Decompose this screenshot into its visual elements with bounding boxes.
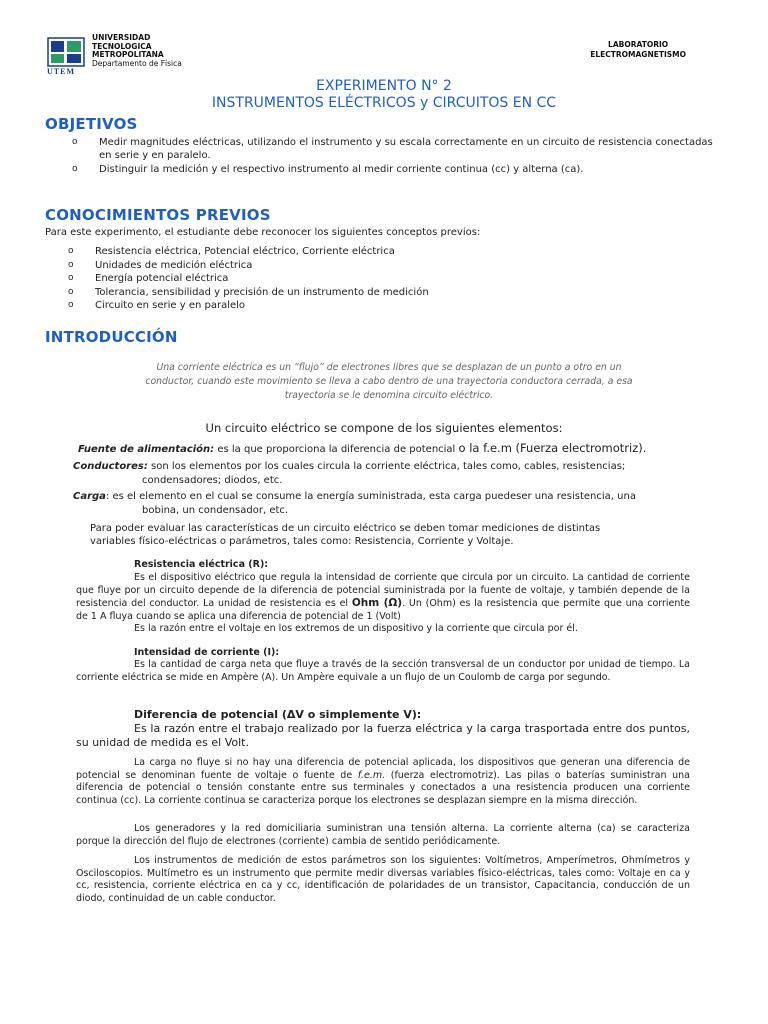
university-line: UNIVERSIDAD (92, 33, 151, 42)
intro-quote-line: Una corriente eléctrica es un “flujo” de electrones libres que se desplazan de un punto a otro en un (156, 362, 622, 373)
diferencia-paragraph-2 (76, 757, 690, 807)
conocimientos-intro: Para este experimento, el estudiante debe reconocer los siguientes conceptos previos: (45, 227, 481, 238)
list-item (68, 272, 668, 286)
lab-line: ELECTROMAGNETISMO (590, 49, 686, 59)
conductores-text: son los elementos por los cuales circula la corriente eléctrica, tales como, cables, resistencias; (147, 461, 626, 472)
list-item (68, 245, 668, 259)
intensidad-heading: Intensidad de corriente (I): (134, 647, 280, 658)
resistencia-paragraph (76, 572, 690, 623)
fem-term: f.e.m. (357, 769, 386, 781)
list-item (68, 299, 668, 313)
resistencia-heading: Resistencia eléctrica (R): (134, 559, 269, 570)
conductores-term: Conductores: (73, 461, 148, 472)
list-item-text: Resistencia eléctrica, Potencial eléctrico, Corriente eléctrica (95, 246, 395, 257)
department-name: Departamento de Física (92, 58, 182, 68)
experiment-title: INSTRUMENTOS ELÉCTRICOS y CIRCUITOS EN CC (211, 95, 557, 111)
list-item-text: Distinguir la medición y el respectivo instrumento al medir corriente continua (cc) y alterna (ca). (99, 164, 584, 175)
diferencia-heading: Diferencia de potencial (ΔV o simplemente V): (134, 708, 422, 721)
fuente-item (78, 442, 728, 456)
introduccion-heading: INTRODUCCIÓN (45, 328, 178, 346)
intro-quote-line: conductor, cuando este movimiento se lleva a cabo dentro de una trayectoria conductora cerrada, a esa (145, 376, 633, 387)
university-line: METROPOLITANA (92, 50, 164, 59)
conocimientos-heading: CONOCIMIENTOS PREVIOS (45, 206, 271, 224)
list-item (68, 286, 668, 300)
lab-name (590, 40, 686, 59)
diferencia-paragraph-3: Los generadores y la red domiciliaria suministran una tensión alterna. La corriente alterna (ca) se caracteriza porque la dirección del flujo de electrones (corriente) cambia de sentido periódicamente. (76, 823, 690, 847)
intro-quote (90, 361, 688, 403)
resistencia-text-2: . Un (Ohm) es la resistencia que permite que una corriente de 1 A fluya cuando se aplica una diferencia de potencial de 1 (Volt) (76, 598, 690, 622)
carga-text-2: bobina, un condensador, etc. (142, 505, 289, 516)
carga-term: Carga (73, 491, 106, 502)
experiment-number: EXPERIMENTO N° 2 (316, 78, 452, 94)
intensidad-paragraph: Es la cantidad de carga neta que fluye a través de la sección transversal de un conductor por unidad de tiempo. La corriente eléctrica se mide en Ampère (A). Un Ampère equivale a un flujo de un Coulomb de carga por segundo. (76, 659, 690, 683)
elements-title: Un circuito eléctrico se compone de los siguientes elementos: (205, 421, 563, 435)
fuente-text: es la que proporciona la diferencia de potencial (214, 444, 459, 455)
ohm-unit: Ohm (Ω) (351, 597, 403, 609)
resistencia-paragraph-2: Es la razón entre el voltaje en los extremos de un dispositivo y la corriente que circula por él. (134, 623, 578, 634)
list-item (72, 136, 717, 162)
diferencia-text: La carga no fluye si no hay una diferencia de potencial aplicada, los dispositivos que generan una diferencia de potencial se denominan fuente de voltaje o fuente de (76, 757, 690, 781)
carga-text: : es el elemento en el cual se consume la energía suministrada, esta carga puedeser una resistencia, una (105, 491, 636, 502)
conductores-text-2: condensadores; diodos, etc. (142, 475, 283, 486)
intro-quote-line: trayectoria se le denomina circuito eléctrico. (284, 390, 494, 401)
university-name (92, 34, 182, 68)
carga-item (73, 490, 733, 503)
conocimientos-list (68, 245, 668, 313)
evaluar-paragraph: Para poder evaluar las características de un circuito eléctrico se deben tomar mediciones de distintas variables físico-eléctricas o parámetros, tales como: Resistencia, Corriente y Voltaje. (90, 523, 601, 547)
objetivos-list (72, 136, 717, 176)
list-item-text: Tolerancia, sensibilidad y precisión de un instrumento de medición (95, 286, 429, 298)
list-item (72, 163, 717, 176)
diferencia-paragraph: Es la razón entre el trabajo realizado por la fuerza eléctrica y la carga trasportada entre dos puntos, su unidad de medida es el Volt. (76, 722, 690, 749)
fuente-term: Fuente de alimentación: (78, 444, 215, 455)
list-item-text: Unidades de medición eléctrica (95, 259, 253, 271)
university-line: TECNOLOGICA (92, 41, 152, 51)
list-item-text: Circuito en serie y en paralelo (95, 300, 246, 311)
resistencia-text: Es el dispositivo eléctrico que regula la intensidad de corriente que circula por un circuito. La cantidad de corriente que fluye por un circuito depende de la diferencia de potencial suministrada por la fuente de voltaje, y también depende de la resistencia del conductor. La unidad de resistencia es el (76, 572, 690, 609)
list-item (68, 259, 668, 273)
diferencia-paragraph-4: Los instrumentos de medición de estos parámetros son los siguientes: Voltímetros, Amperímetros, Ohmímetros y Osciloscopios. Multímetro es un instrumento que permite medir diversas variables físico-eléctricas, tales como: Voltaje en ca y cc, resistencia, corriente eléctrica en ca y cc, identificación de polaridades de un transistor, Capacitancia, conducción de un diodo, continuidad de un cable conductor. (76, 855, 690, 904)
fuente-text-2: o la f.e.m (Fuerza electromotriz). (458, 441, 647, 455)
utem-logo-text: UTEM (47, 67, 75, 76)
lab-line: LABORATORIO (608, 40, 669, 49)
list-item-text: Medir magnitudes eléctricas, utilizando el instrumento y su escala correctamente en un circuito de resistencia conectadas en serie y en paralelo. (99, 137, 713, 161)
list-item-text: Energía potencial eléctrica (95, 273, 229, 284)
objetivos-heading: OBJETIVOS (45, 115, 138, 133)
diferencia-text-2: (fuerza electromotriz). Las pilas o baterías suministran una diferencia de potencial o tensión constante entre sus terminales y conectados a una resistencia producen una corriente continua (cc). La corriente continua se caracteriza porque los electrones se desplazan siempre en la misma dirección. (76, 769, 690, 806)
conductores-item (73, 460, 733, 473)
